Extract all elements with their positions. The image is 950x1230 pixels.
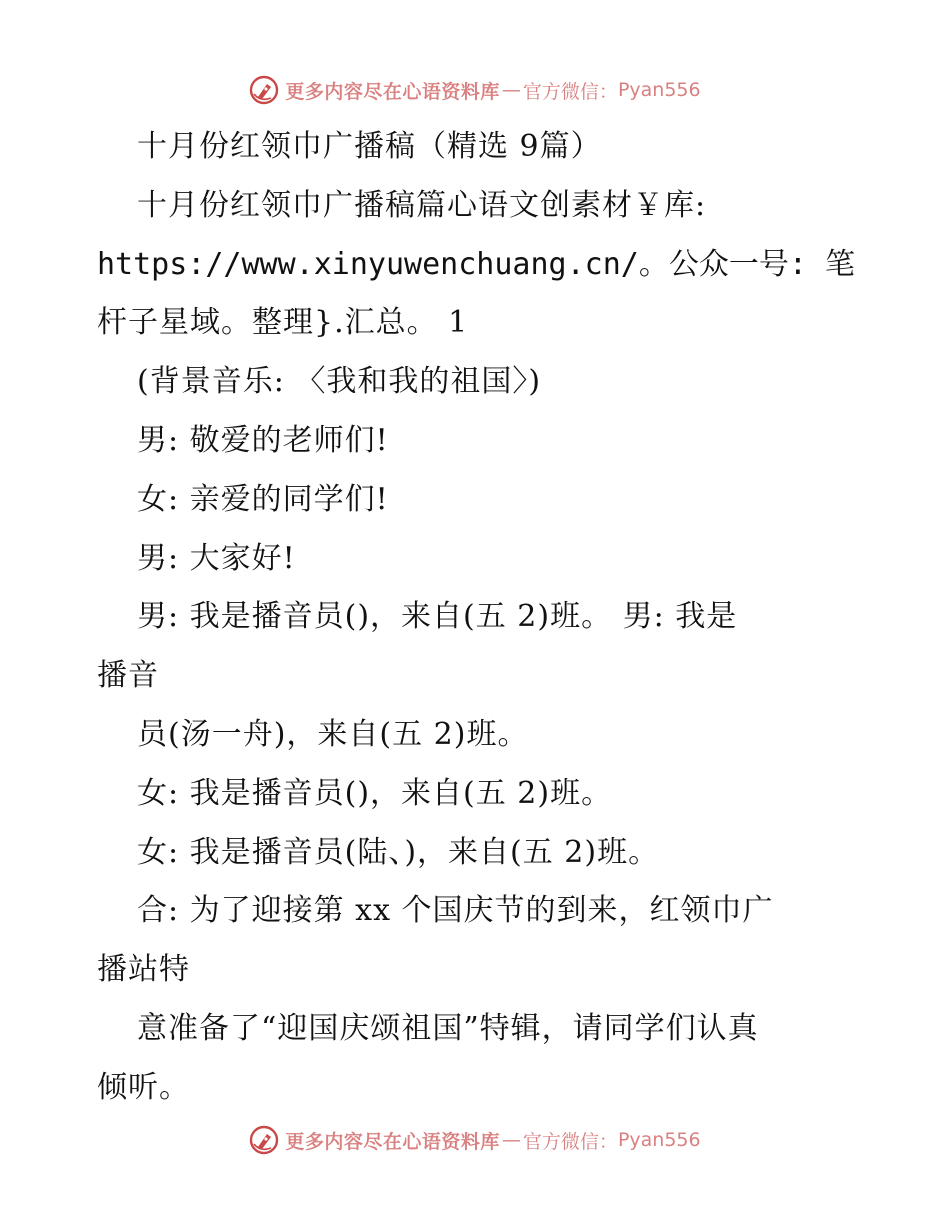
text-line: 十月份红领巾广播稿篇心语文创素材￥库: — [137, 187, 707, 223]
footer-watermark — [0, 1120, 950, 1160]
pen-nib-logo-icon — [249, 1125, 279, 1155]
watermark-wechat-label: 官方微信： — [522, 1130, 618, 1153]
watermark-dash: — — [501, 79, 521, 101]
watermark-wechat-label: 官方微信： — [522, 80, 618, 103]
document-title: 十月份红领巾广播稿（精选 9篇） — [137, 129, 602, 164]
text-line-url: https://www.xinyuwenchuang.cn/。公众一号: 笔 — [97, 246, 855, 282]
text-line: 男: 敬爱的老师们! — [137, 422, 389, 458]
text-line: 意准备了“迎国庆颂祖国”特辑，请同学们认真 — [137, 1010, 759, 1046]
text-line: 倾听。 — [97, 1069, 190, 1105]
text-line: 男: 我是播音员()，来自(五 2)班。 男: 我是 — [137, 599, 738, 635]
pen-nib-logo-icon — [249, 75, 279, 105]
text-line: 女: 我是播音员()，来自(五 2)班。 — [137, 775, 613, 811]
text-line: 男: 大家好! — [137, 540, 296, 576]
text-line: 播音 — [97, 658, 159, 694]
text-line: (背景音乐: 〈我和我的祖国〉) — [137, 364, 542, 400]
document-body — [97, 118, 857, 1118]
text-line: 女: 亲爱的同学们! — [137, 481, 389, 517]
text-line: 播站特 — [97, 952, 190, 988]
text-line: 杆子星域。整理}.汇总。 1 — [97, 305, 469, 341]
watermark-dash: — — [501, 1129, 521, 1151]
text-line: 合: 为了迎接第 xx 个国庆节的到来，红领巾广 — [137, 893, 774, 929]
watermark-site-text: 更多内容尽在心语资料库 — [285, 80, 500, 103]
watermark-wechat-id: Pyan556 — [617, 79, 701, 101]
header-watermark — [0, 70, 950, 110]
text-line: 女: 我是播音员(陆、)，来自(五 2)班。 — [137, 834, 660, 870]
watermark-wechat-id: Pyan556 — [617, 1129, 701, 1151]
text-line: 员(汤一舟)，来自(五 2)班。 — [137, 716, 529, 752]
watermark-site-text: 更多内容尽在心语资料库 — [285, 1130, 500, 1153]
